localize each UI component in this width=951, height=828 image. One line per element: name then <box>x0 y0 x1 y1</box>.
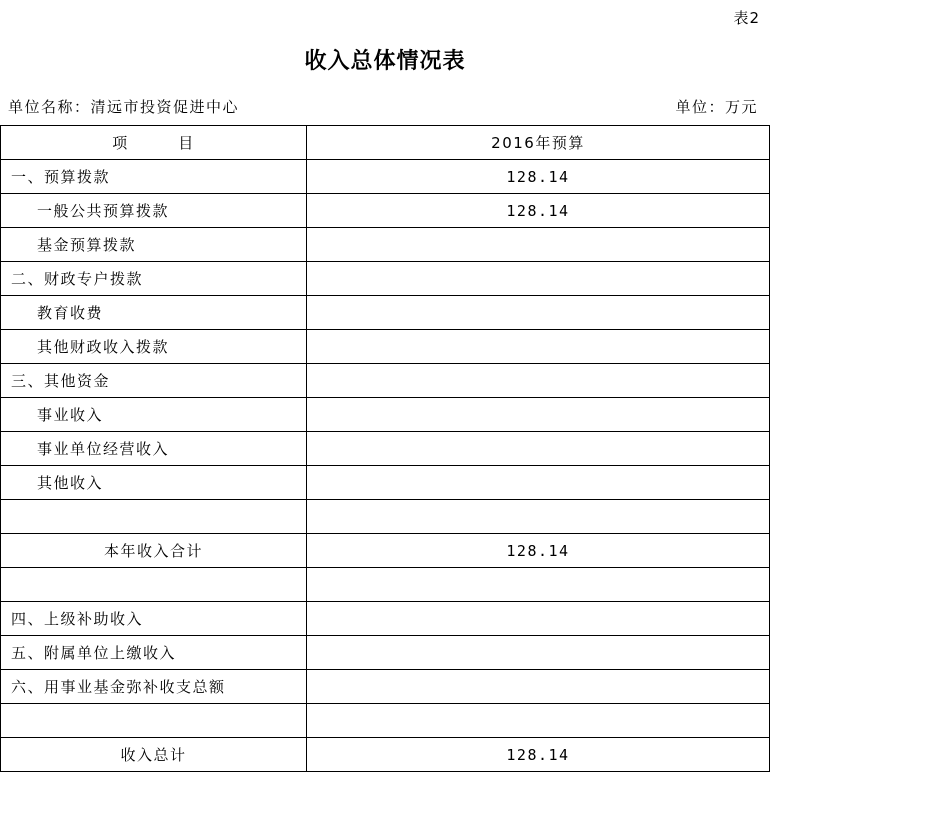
row-item: 本年收入合计 <box>1 534 307 568</box>
table-row-blank <box>1 568 770 602</box>
table-row <box>1 602 770 636</box>
sheet-label: 表2 <box>733 9 760 27</box>
table-row <box>1 636 770 670</box>
row-value <box>307 364 770 398</box>
table-row-blank <box>1 500 770 534</box>
row-value <box>307 500 770 534</box>
row-value <box>307 262 770 296</box>
table-row-total <box>1 738 770 772</box>
row-value: 128.14 <box>307 194 770 228</box>
table-row-blank <box>1 704 770 738</box>
row-item: 四、上级补助收入 <box>1 602 307 636</box>
table-row <box>1 296 770 330</box>
table-row <box>1 466 770 500</box>
row-value <box>307 636 770 670</box>
table-row-subtotal <box>1 534 770 568</box>
table-row <box>1 398 770 432</box>
income-table <box>0 125 770 772</box>
table-row <box>1 330 770 364</box>
row-item: 事业单位经营收入 <box>1 432 307 466</box>
page-title: 收入总体情况表 <box>304 49 466 74</box>
row-item: 事业收入 <box>1 398 307 432</box>
row-value: 128.14 <box>307 534 770 568</box>
row-value <box>307 670 770 704</box>
row-item: 二、财政专户拨款 <box>1 262 307 296</box>
row-item: 其他收入 <box>1 466 307 500</box>
table-row <box>1 262 770 296</box>
header-value: 2016年预算 <box>307 126 770 160</box>
table-header-row <box>1 126 770 160</box>
row-value <box>307 602 770 636</box>
row-item: 基金预算拨款 <box>1 228 307 262</box>
unit-name: 单位名称：清远市投资促进中心 <box>8 98 240 116</box>
row-value: 128.14 <box>307 738 770 772</box>
table-row <box>1 194 770 228</box>
row-value <box>307 398 770 432</box>
table-row <box>1 670 770 704</box>
row-value <box>307 466 770 500</box>
row-item <box>1 500 307 534</box>
row-item: 一般公共预算拨款 <box>1 194 307 228</box>
row-item: 一、预算拨款 <box>1 160 307 194</box>
table-row <box>1 364 770 398</box>
row-value <box>307 704 770 738</box>
table-row <box>1 432 770 466</box>
row-value: 128.14 <box>307 160 770 194</box>
row-item: 六、用事业基金弥补收支总额 <box>1 670 307 704</box>
row-item: 收入总计 <box>1 738 307 772</box>
row-item <box>1 568 307 602</box>
table-row <box>1 228 770 262</box>
unit-label: 单位：万元 <box>675 98 758 116</box>
header-item: 项 目 <box>1 126 307 160</box>
row-value <box>307 228 770 262</box>
row-item: 其他财政收入拨款 <box>1 330 307 364</box>
row-value <box>307 432 770 466</box>
table-row <box>1 160 770 194</box>
row-item: 教育收费 <box>1 296 307 330</box>
row-item: 五、附属单位上缴收入 <box>1 636 307 670</box>
row-value <box>307 330 770 364</box>
row-item: 三、其他资金 <box>1 364 307 398</box>
row-value <box>307 296 770 330</box>
row-item <box>1 704 307 738</box>
row-value <box>307 568 770 602</box>
